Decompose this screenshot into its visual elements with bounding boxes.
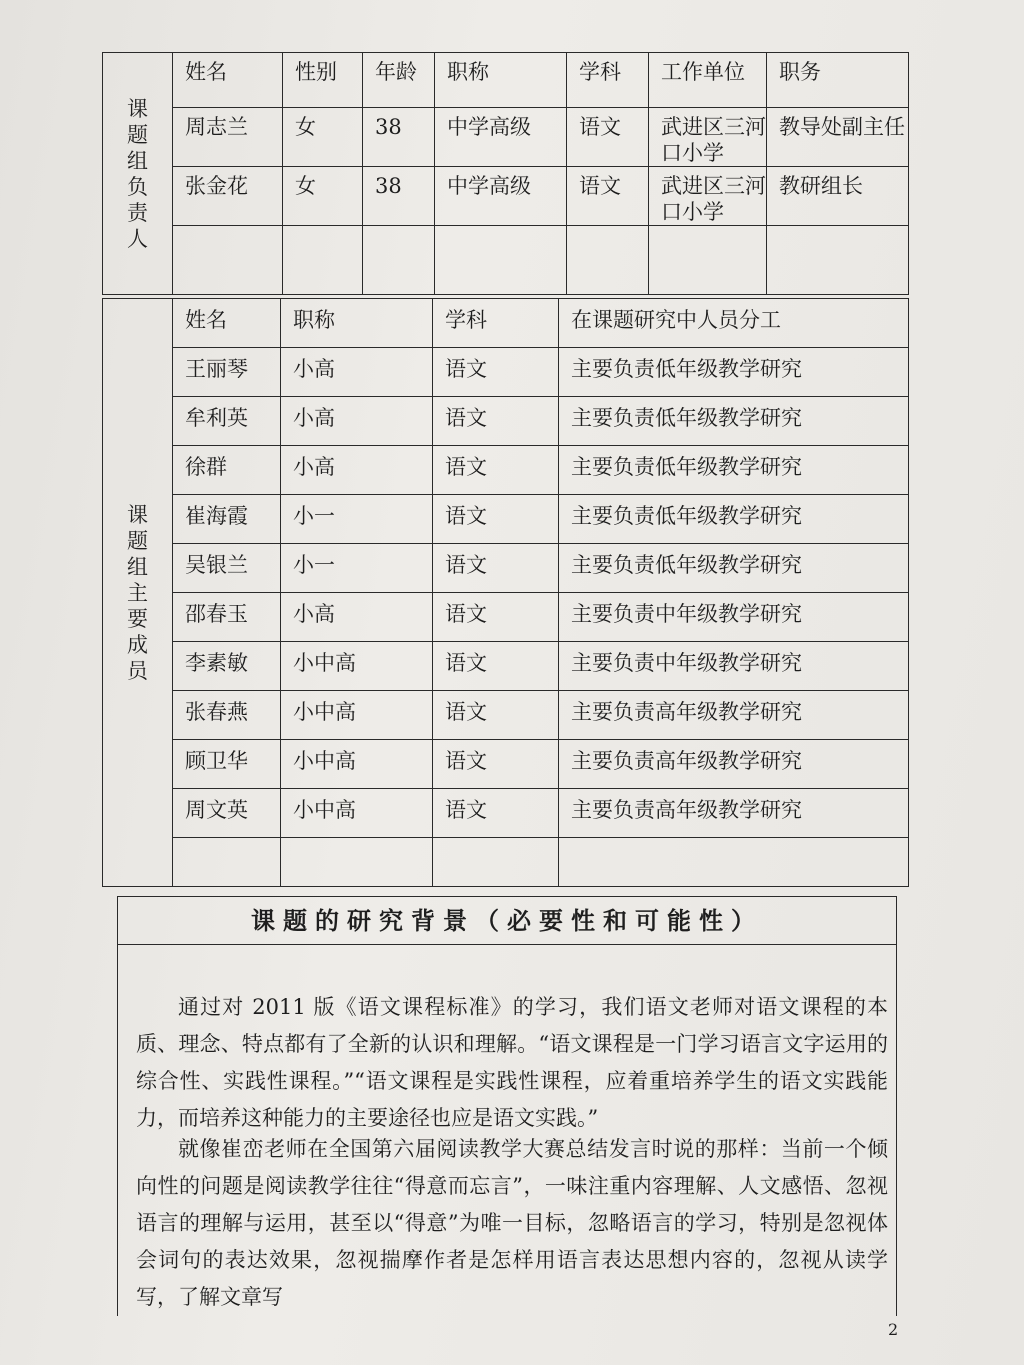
table-cell: 主要负责中年级教学研究 — [559, 593, 909, 642]
table-cell: 小高 — [281, 593, 433, 642]
table-cell: 崔海霞 — [173, 495, 281, 544]
table-cell: 徐群 — [173, 446, 281, 495]
table-cell: 小中高 — [281, 642, 433, 691]
empty-cell — [767, 226, 909, 295]
table-cell: 语文 — [567, 167, 649, 226]
page-number: 2 — [888, 1320, 899, 1339]
table-row-empty — [103, 226, 909, 295]
table-cell: 主要负责低年级教学研究 — [559, 495, 909, 544]
table-cell: 语文 — [433, 642, 559, 691]
table-cell: 主要负责高年级教学研究 — [559, 740, 909, 789]
table-cell: 小高 — [281, 348, 433, 397]
header-cell: 在课题研究中人员分工 — [559, 299, 909, 348]
members-table — [102, 298, 909, 887]
table-cell: 主要负责高年级教学研究 — [559, 691, 909, 740]
table-row — [103, 544, 909, 593]
table-row — [103, 789, 909, 838]
table-row — [103, 593, 909, 642]
empty-cell — [281, 838, 433, 887]
empty-cell — [173, 226, 283, 295]
research-background-section — [117, 896, 897, 1316]
table-row — [103, 691, 909, 740]
table-row — [103, 495, 909, 544]
header-cell: 工作单位 — [649, 53, 767, 108]
table-cell: 女 — [283, 167, 363, 226]
table-cell: 教研组长 — [767, 167, 909, 226]
leaders-table — [102, 52, 909, 295]
table-cell: 吴银兰 — [173, 544, 281, 593]
leaders-section-label: 课 题 组 负 责 人 — [103, 53, 173, 295]
header-cell: 年龄 — [363, 53, 435, 108]
table-row — [103, 740, 909, 789]
table-cell: 语文 — [567, 108, 649, 167]
table-cell: 小中高 — [281, 740, 433, 789]
header-cell: 职称 — [435, 53, 567, 108]
table-row — [103, 642, 909, 691]
table-cell: 语文 — [433, 397, 559, 446]
section-title: 课题的研究背景（必要性和可能性） — [118, 897, 896, 945]
table-cell: 语文 — [433, 593, 559, 642]
empty-cell — [435, 226, 567, 295]
table-cell: 小一 — [281, 495, 433, 544]
table-cell: 王丽琴 — [173, 348, 281, 397]
table-row — [103, 348, 909, 397]
table-cell: 女 — [283, 108, 363, 167]
table-cell: 武进区三河口小学 — [649, 167, 767, 226]
table-cell: 语文 — [433, 495, 559, 544]
empty-cell — [363, 226, 435, 295]
header-cell: 职称 — [281, 299, 433, 348]
empty-cell — [649, 226, 767, 295]
table-cell: 周文英 — [173, 789, 281, 838]
paragraph: 就像崔峦老师在全国第六届阅读教学大赛总结发言时说的那样：当前一个倾向性的问题是阅读教学往往“得意而忘言”，一味注重内容理解、人文感悟、忽视语言的理解与运用，甚至以“得意”为唯一目标，忽略语言的学习，特别是忽视体会词句的表达效果，忽视揣摩作者是怎样用语言表达思想内容的，忽视从读学写，了解文章写 — [136, 1137, 888, 1309]
table-cell: 教导处副主任 — [767, 108, 909, 167]
empty-cell — [433, 838, 559, 887]
table-cell: 语文 — [433, 691, 559, 740]
table-cell: 小高 — [281, 397, 433, 446]
header-cell: 姓名 — [173, 53, 283, 108]
table-row — [103, 167, 909, 226]
empty-cell — [173, 838, 281, 887]
table-cell: 主要负责中年级教学研究 — [559, 642, 909, 691]
table-cell: 中学高级 — [435, 167, 567, 226]
leaders-header-row — [103, 53, 909, 108]
empty-cell — [559, 838, 909, 887]
table-cell: 主要负责低年级教学研究 — [559, 446, 909, 495]
table-cell: 张金花 — [173, 167, 283, 226]
table-cell: 中学高级 — [435, 108, 567, 167]
table-cell: 小中高 — [281, 691, 433, 740]
table-cell: 语文 — [433, 544, 559, 593]
header-cell: 学科 — [567, 53, 649, 108]
table-cell: 语文 — [433, 446, 559, 495]
table-cell: 38 — [363, 167, 435, 226]
table-cell: 主要负责低年级教学研究 — [559, 348, 909, 397]
table-cell: 周志兰 — [173, 108, 283, 167]
table-row — [103, 108, 909, 167]
table-cell: 张春燕 — [173, 691, 281, 740]
members-section-label: 课 题 组 主 要 成 员 — [103, 299, 173, 887]
table-cell: 主要负责高年级教学研究 — [559, 789, 909, 838]
empty-cell — [567, 226, 649, 295]
table-cell: 38 — [363, 108, 435, 167]
empty-cell — [283, 226, 363, 295]
table-cell: 主要负责低年级教学研究 — [559, 397, 909, 446]
table-cell: 李素敏 — [173, 642, 281, 691]
table-cell: 牟利英 — [173, 397, 281, 446]
paragraph: 通过对 2011 版《语文课程标准》的学习，我们语文老师对语文课程的本质、理念、特点都有了全新的认识和理解。“语文课程是一门学习语言文字运用的综合性、实践性课程。”“语文课程是实践性课程，应着重培养学生的语文实践能力，而培养这种能力的主要途径也应是语文实践。” — [136, 995, 888, 1130]
table-row-empty — [103, 838, 909, 887]
table-cell: 邵春玉 — [173, 593, 281, 642]
table-cell: 主要负责低年级教学研究 — [559, 544, 909, 593]
table-cell: 武进区三河口小学 — [649, 108, 767, 167]
header-cell: 性别 — [283, 53, 363, 108]
table-cell: 小一 — [281, 544, 433, 593]
table-cell: 语文 — [433, 348, 559, 397]
table-row — [103, 446, 909, 495]
table-row — [103, 397, 909, 446]
header-cell: 学科 — [433, 299, 559, 348]
table-cell: 小高 — [281, 446, 433, 495]
table-cell: 顾卫华 — [173, 740, 281, 789]
table-cell: 语文 — [433, 740, 559, 789]
header-cell: 姓名 — [173, 299, 281, 348]
table-cell: 小中高 — [281, 789, 433, 838]
table-cell: 语文 — [433, 789, 559, 838]
header-cell: 职务 — [767, 53, 909, 108]
members-header-row — [103, 299, 909, 348]
